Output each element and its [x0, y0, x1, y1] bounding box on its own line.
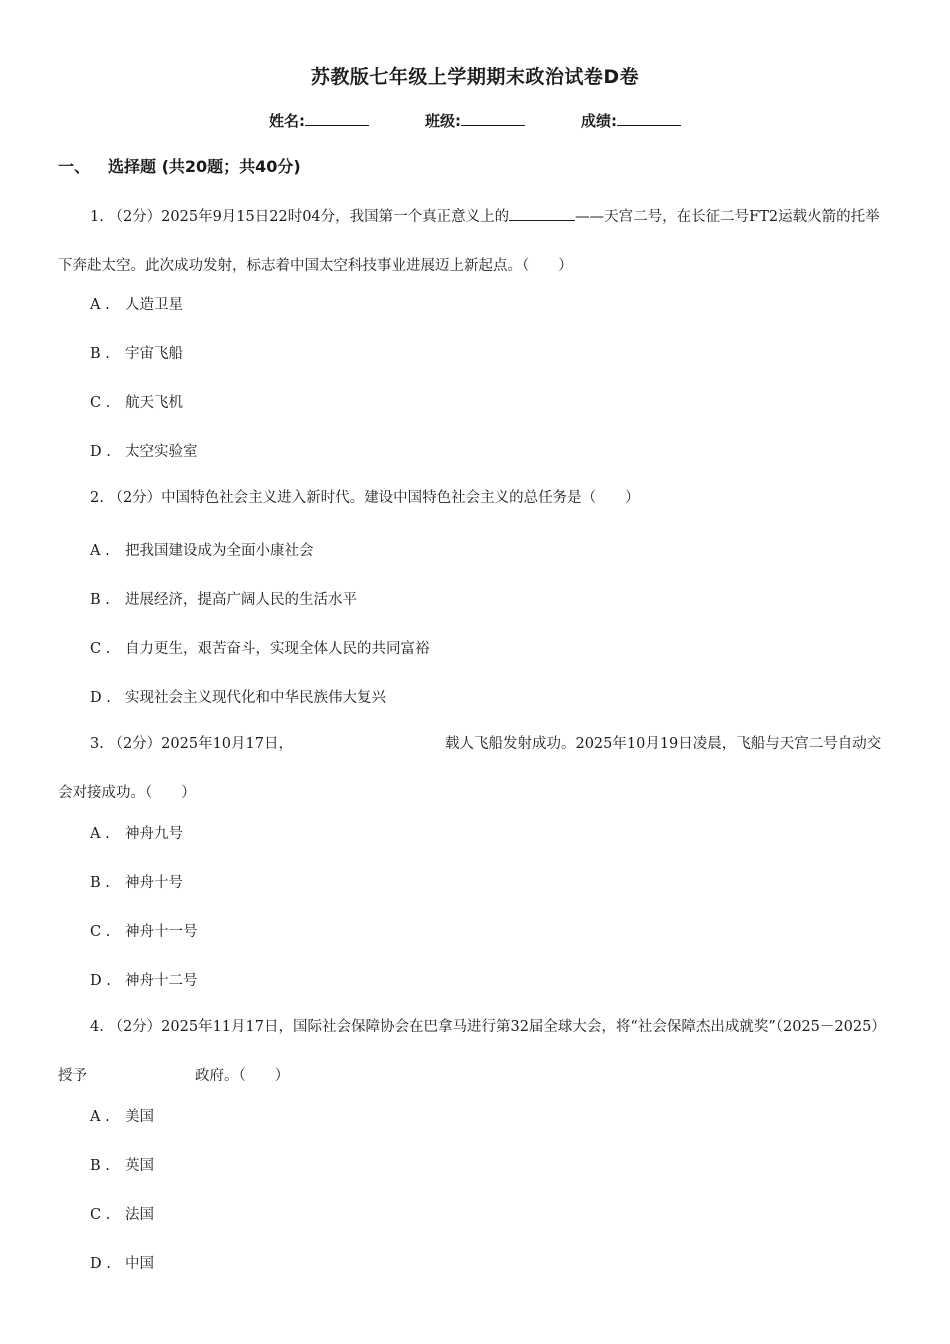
question-1-option-b[interactable]: [90, 342, 183, 363]
option-text: 英国: [125, 1158, 154, 1174]
question-4-option-b[interactable]: [90, 1154, 154, 1175]
name-field: [269, 110, 369, 131]
option-text: 把我国建设成为全面小康社会: [125, 543, 314, 559]
option-text: 太空实验室: [125, 444, 198, 460]
option-letter: B .: [90, 1158, 110, 1174]
question-3-option-b[interactable]: [90, 871, 183, 892]
option-text: 美国: [125, 1109, 154, 1125]
question-1-option-a[interactable]: [90, 293, 183, 314]
option-letter: A .: [90, 297, 110, 313]
question-2-option-c[interactable]: [90, 637, 430, 658]
question-1: [58, 193, 892, 291]
question-3-option-c[interactable]: [90, 920, 198, 941]
question-3-option-a[interactable]: [90, 822, 183, 843]
option-letter: D .: [90, 444, 111, 460]
score-label: 成绩:: [581, 112, 617, 130]
question-4-option-d[interactable]: [90, 1252, 154, 1273]
score-blank[interactable]: [617, 111, 681, 126]
question-2-option-a[interactable]: [90, 539, 314, 560]
option-text: 人造卫星: [125, 297, 183, 313]
option-letter: A .: [90, 543, 110, 559]
option-letter: B .: [90, 346, 110, 362]
option-text: 神舟十号: [125, 875, 183, 891]
question-4-text-start: 4. （2分）2025年11月17日，国际社会保障协会在巴拿马进行第32届全球大会，将“社会保障杰出成就奖”（2025－2025）授予: [58, 1019, 886, 1084]
question-2-option-d[interactable]: [90, 686, 386, 707]
option-text: 法国: [125, 1207, 154, 1223]
option-letter: C .: [90, 924, 111, 940]
name-label: 姓名:: [269, 112, 305, 130]
question-4-text-end: 政府。（ ）: [195, 1068, 290, 1084]
option-letter: C .: [90, 641, 111, 657]
question-4-option-c[interactable]: [90, 1203, 154, 1224]
option-letter: A .: [90, 826, 110, 842]
option-text: 神舟十一号: [125, 924, 198, 940]
option-text: 实现社会主义现代化和中华民族伟大复兴: [125, 690, 386, 706]
option-letter: D .: [90, 690, 111, 706]
option-letter: D .: [90, 973, 111, 989]
option-letter: B .: [90, 875, 110, 891]
student-info-row: [0, 110, 950, 131]
question-3-text-end: 载人飞船发射成功。2025年10月19日凌晨，飞船与天宫二号自动交会对接成功。（ ）: [58, 736, 882, 801]
question-4-option-a[interactable]: [90, 1105, 154, 1126]
option-letter: B .: [90, 592, 110, 608]
option-text: 航天飞机: [125, 395, 183, 411]
question-3: [58, 720, 892, 818]
question-1-option-d[interactable]: [90, 440, 198, 461]
question-1-text-end: ——天宫二号，在长征二号FT2运载火箭的托举下奔赴太空。此次成功发射，标志着中国太空科技事业进展迈上新起点。（ ）: [58, 209, 880, 274]
question-1-blank: [509, 206, 575, 221]
question-1-option-c[interactable]: [90, 391, 183, 412]
option-text: 神舟十二号: [125, 973, 198, 989]
question-4: [58, 1003, 892, 1101]
option-text: 进展经济，提高广阔人民的生活水平: [125, 592, 357, 608]
option-text: 神舟九号: [125, 826, 183, 842]
question-3-option-d[interactable]: [90, 969, 198, 990]
question-2-text: 2. （2分）中国特色社会主义进入新时代。建设中国特色社会主义的总任务是（ ）: [90, 490, 640, 506]
section-title: 选择题 (共20题；共40分): [108, 157, 301, 176]
section-number: 一、: [58, 157, 91, 176]
class-field: [425, 110, 525, 131]
option-text: 自力更生，艰苦奋斗，实现全体人民的共同富裕: [125, 641, 430, 657]
class-blank[interactable]: [461, 111, 525, 126]
option-letter: A .: [90, 1109, 110, 1125]
name-blank[interactable]: [305, 111, 369, 126]
score-field: [581, 110, 681, 131]
option-text: 宇宙飞船: [125, 346, 183, 362]
option-text: 中国: [125, 1256, 154, 1272]
option-letter: C .: [90, 395, 111, 411]
question-3-text-start: 3. （2分）2025年10月17日，: [90, 736, 293, 752]
exam-title: 苏教版七年级上学期期末政治试卷D卷: [310, 66, 640, 88]
option-letter: D .: [90, 1256, 111, 1272]
question-1-text-start: 1. （2分）2025年9月15日22时04分，我国第一个真正意义上的: [90, 209, 510, 225]
section-heading: [58, 154, 301, 177]
question-2: [58, 474, 892, 523]
question-2-option-b[interactable]: [90, 588, 357, 609]
class-label: 班级:: [425, 112, 461, 130]
option-letter: C .: [90, 1207, 111, 1223]
